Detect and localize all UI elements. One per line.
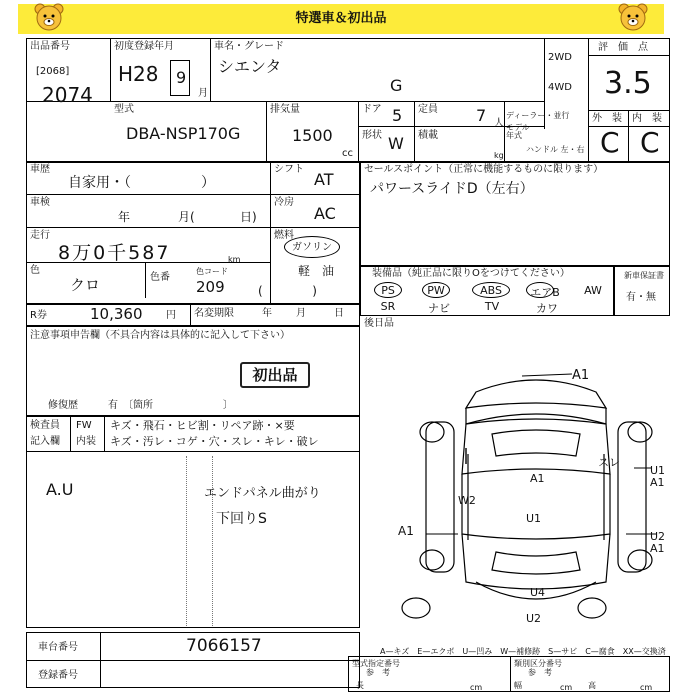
dealer-label: ディーラー・並行 xyxy=(506,111,570,120)
equip-airbag: エアB xyxy=(530,286,560,299)
fw-terms: キズ・飛石・ヒビ割・リペア跡・×要 xyxy=(110,419,295,432)
loading-label: 積載 xyxy=(418,130,438,141)
color-num-label: 色番 xyxy=(150,272,170,283)
plate-label: 登録番号 xyxy=(38,670,78,681)
recycle-unit: 円 xyxy=(166,310,176,321)
width-label: 幅 xyxy=(514,681,522,690)
registration-month-unit: 月 xyxy=(198,88,208,99)
vehicle-grade: G xyxy=(390,76,403,95)
height-unit: cm xyxy=(640,683,653,692)
loading-unit: kg xyxy=(494,151,504,160)
diagram-mark-u1-right: U1 xyxy=(650,464,666,477)
equipment-label: 装備品（純正品に限りOをつけてください） xyxy=(372,268,570,279)
diagram-mark-a1-mid: A1 xyxy=(530,472,545,485)
exterior-label: 外 装 xyxy=(592,113,622,124)
remark-end-panel: エンドパネル曲がり xyxy=(204,486,321,501)
fuel-diesel: 軽 油 xyxy=(298,264,335,278)
history-value: 自家用・（ ） xyxy=(68,175,215,191)
color-value: クロ xyxy=(70,276,101,294)
registration-label: 初度登録年月 xyxy=(114,41,174,52)
inspection-label: 車検 xyxy=(30,197,50,208)
chassis-value: 7066157 xyxy=(186,636,262,656)
interior-terms: キズ・汚レ・コゲ・穴・スレ・キレ・破レ xyxy=(110,435,319,448)
registration-year: H28 xyxy=(118,62,159,86)
inspection-year: 年 xyxy=(118,210,131,224)
type-label: 型式指定番号 xyxy=(352,659,400,668)
mileage-unit: km xyxy=(228,255,241,264)
diagram-mark-u2-bottom: U2 xyxy=(526,612,542,625)
color-code-label: 色コード xyxy=(196,267,228,276)
recycle-label: R券 xyxy=(30,310,47,321)
height-label: 高 xyxy=(588,681,596,690)
sales-points-value: パワースライドD（左右） xyxy=(370,181,534,197)
diagram-mark-a1-left: A1 xyxy=(398,524,414,538)
remark-underbody: 下回りS xyxy=(216,511,267,527)
page-title: 特選車＆初出品 xyxy=(295,11,387,26)
shift-label: シフト xyxy=(274,164,304,175)
meigi-month: 月 xyxy=(296,308,306,319)
diagram-mark-a1-right2: A1 xyxy=(650,542,665,555)
model-value: DBA-NSP170G xyxy=(126,124,241,143)
body-shape-label: 形状 xyxy=(362,130,382,141)
sales-points-label: セールスポイント（正常に機能するものに限ります） xyxy=(364,164,604,175)
interior-label: 内 装 xyxy=(632,113,662,124)
capacity-unit: 人 xyxy=(494,118,504,129)
diagram-mark-u1-mid: U1 xyxy=(526,512,542,525)
notes-label: 注意事項申告欄（不具合内容は具体的に記入して下さい） xyxy=(30,330,290,341)
equip-ps: PS xyxy=(381,284,395,297)
inspection-day: 日) xyxy=(240,210,257,224)
doors-label: ドア xyxy=(362,104,382,115)
diagram-mark-a1-right: A1 xyxy=(650,476,665,489)
inspector-label2: 記入欄 xyxy=(30,436,60,447)
model-label: 型式 xyxy=(114,104,134,115)
inspection-month: 月( xyxy=(178,210,195,224)
capacity-label: 定員 xyxy=(418,104,438,115)
damage-legend: A—キズ E—エクボ U—凹み W—補修跡 S—サビ C—腐食 XX—交換済 xyxy=(380,647,666,656)
bear-logo-left-icon xyxy=(34,3,64,31)
diagram-mark-w2: W2 xyxy=(458,494,476,507)
exterior-score: C xyxy=(600,126,620,159)
meigi-label: 名変期限 xyxy=(194,308,234,319)
remarks-frame xyxy=(26,452,360,628)
displacement-value: 1500 xyxy=(292,126,333,145)
equip-abs: ABS xyxy=(480,284,502,297)
interior-score: C xyxy=(640,126,660,159)
fw-label: FW xyxy=(76,420,92,431)
color-label: 色 xyxy=(30,265,40,276)
lot-label: 出品番号 xyxy=(30,41,70,52)
class-ref: 参 考 xyxy=(528,668,552,677)
vehicle-name: シエンタ xyxy=(218,57,282,76)
diagram-mark-sure: スレ xyxy=(598,456,620,469)
aircon-label: 冷房 xyxy=(274,197,294,208)
class-label: 類別区分番号 xyxy=(514,659,562,668)
displacement-unit: cc xyxy=(342,148,353,159)
bear-logo-right-icon xyxy=(618,3,648,31)
doors-value: 5 xyxy=(392,106,403,125)
equip-pw: PW xyxy=(427,284,445,297)
score-label: 評 価 点 xyxy=(598,42,648,53)
len-label: 長 xyxy=(356,681,364,690)
color-code: 209 xyxy=(196,278,225,296)
vehicle-name-label: 車名・グレード xyxy=(214,41,284,52)
history-label: 車歴 xyxy=(30,164,50,175)
lot-number: 2074 xyxy=(42,83,93,107)
meigi-year: 年 xyxy=(262,308,272,319)
warranty-label: 新車保証書 xyxy=(624,271,664,280)
capacity-value: 7 xyxy=(476,106,487,125)
aircon-value: AC xyxy=(314,204,336,223)
auction-sheet: 特選車＆初出品 出品番号 [2068] 2074 初度登録年月 H28 9 月 車名・グレード シエンタ G 2WD 4WD 評 価 点 3.5 外 装 内 装 C C 型式 DBA-NSP170G 排気量 1500 cc ドア 5 形状 W 定員 7 人 積載 kg ディーラー・並行 モデル 年式 ハンドル 左・右 車歴 自家用・（ ） シフト AT 車検 年 月( 日) 冷房 AC 走行 8万0千587 km 燃料 ガソリン 軽 油 色 クロ 色番 色コード 209 ( ) R券 10,360 円 名変期限 年 月 日 セールスポイント（正常に機能するものに限ります） パワースライドD（左右） 装備品（純正品に限りOをつけてください） PS PW ABS エアB AW SR ナビ TV カワ 新車保証書 有・無 後日品 注意事項申告欄（不具合内容は具体的に記入して下さい） 初出品 修復歴 有 〔箇所 〕 検査員 記入欄 FW 内装 キズ・飛石・ヒビ割・リペア跡・×要 キズ・汚レ・コゲ・穴・スレ・キレ・破レ A.U エンドパネル曲がり 下回りS A1 スレ A1 W2 U1 U1 A1 A1 U2 A1 U4 U2 A—キズ E—エクボ U—凹み W—補修跡 S—サビ C—腐食 XX—交換済 車台番号 7066157 登録番号 型式指定番号 参 考 類別区分番号 参 考 長 cm 幅 cm 高 cm xyxy=(0,0,700,700)
recycle-value: 10,360 xyxy=(90,305,143,323)
len-unit: cm xyxy=(470,683,483,692)
equip-sr: SR xyxy=(380,300,396,313)
equip-navi: ナビ xyxy=(428,302,450,315)
drive-2wd: 2WD xyxy=(548,52,572,63)
lot-ref: [2068] xyxy=(36,66,70,77)
displacement-label: 排気量 xyxy=(270,104,300,115)
shift-value: AT xyxy=(314,170,334,189)
interior-code-label: 内装 xyxy=(76,436,96,447)
score-value: 3.5 xyxy=(604,66,652,101)
model-year-label: モデル 年式 xyxy=(506,123,530,140)
body-shape-value: W xyxy=(388,134,404,153)
title-bar xyxy=(18,4,664,34)
diagram-mark-u2-right: U2 xyxy=(650,530,666,543)
repair-label: 修復歴 xyxy=(48,400,78,411)
equip-tv: TV xyxy=(484,300,500,313)
registration-month: 9 xyxy=(176,68,187,87)
first-listing-stamp: 初出品 xyxy=(240,362,310,388)
repair-value: 有 〔箇所 〕 xyxy=(108,400,233,411)
type-ref: 参 考 xyxy=(366,668,390,677)
mileage-label: 走行 xyxy=(30,230,50,241)
warranty-value: 有・無 xyxy=(626,292,656,303)
equip-leather: カワ xyxy=(536,302,558,315)
mileage-value: 8万0千587 xyxy=(58,242,171,264)
fuel-gasoline: ガソリン xyxy=(292,242,332,253)
remark-au: A.U xyxy=(46,480,74,499)
rear-label: 後日品 xyxy=(364,318,394,329)
handle-label: ハンドル 左・右 xyxy=(526,145,585,154)
width-unit: cm xyxy=(560,683,573,692)
fuel-label: 燃料 xyxy=(274,230,294,241)
equip-aw: AW xyxy=(584,284,602,297)
meigi-day: 日 xyxy=(334,308,344,319)
diagram-mark-a1-top: A1 xyxy=(572,368,590,383)
inspector-label: 検査員 xyxy=(30,420,60,431)
drive-4wd: 4WD xyxy=(548,82,572,93)
diagram-mark-u4: U4 xyxy=(530,586,546,599)
chassis-label: 車台番号 xyxy=(38,642,78,653)
recycle-frame xyxy=(26,304,360,326)
